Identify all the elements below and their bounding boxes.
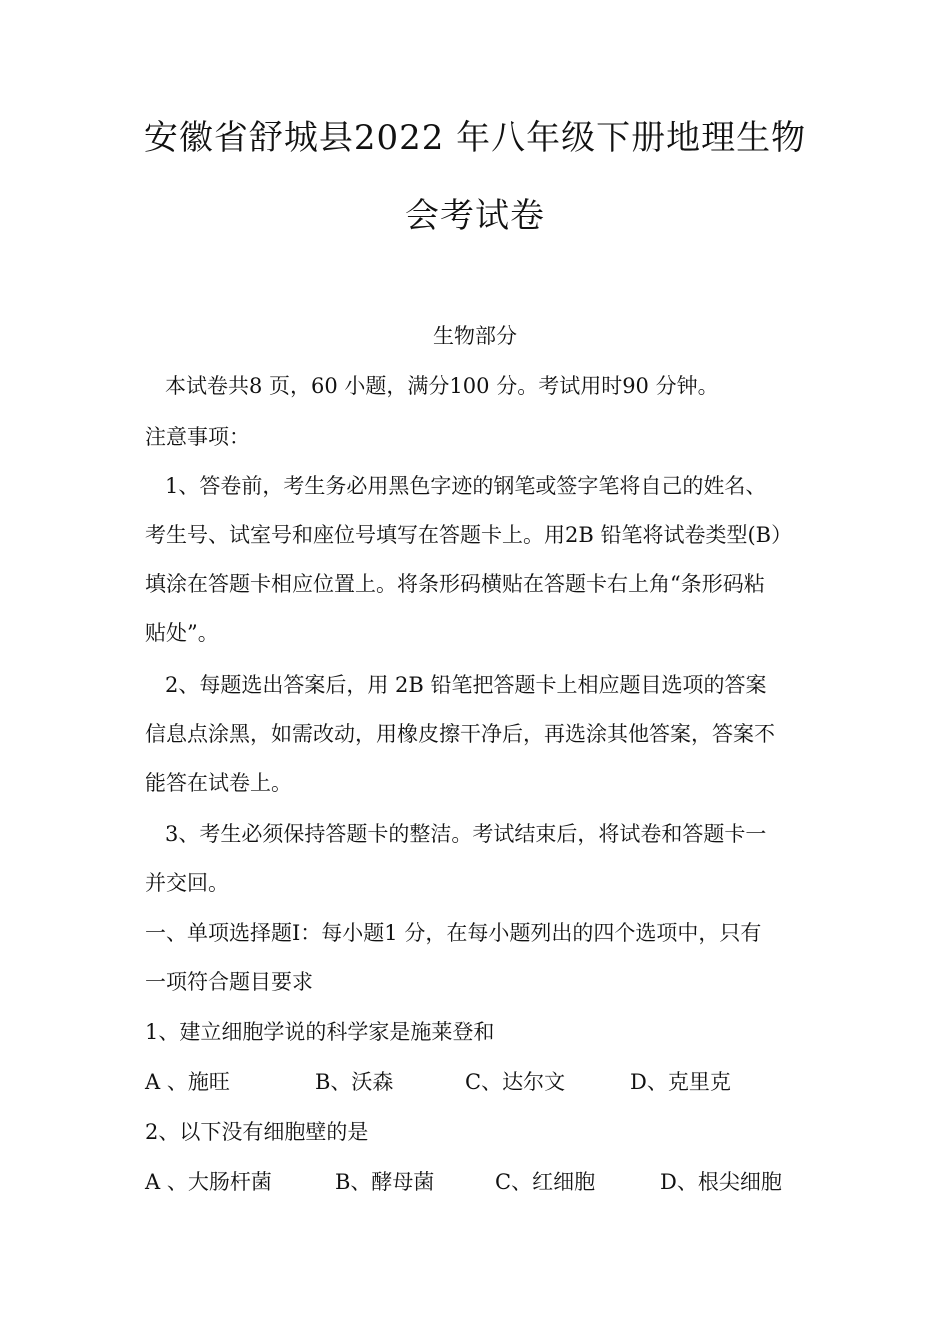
notice-item-1-line-3: 填涂在答题卡相应位置上。将条形码横贴在答题卡右上角“条形码粘 — [145, 572, 765, 596]
notice-item-2-line-1: 2、每题选出答案后，用 2B 铅笔把答题卡上相应题目选项的答案 — [165, 673, 767, 697]
question-2-option-a: A 、大肠杆菌 — [145, 1170, 272, 1194]
part1-heading-line-1: 一、单项选择题Ⅰ：每小题1 分，在每小题列出的四个选项中，只有 — [145, 921, 762, 945]
notice-item-3-line-2: 并交回。 — [145, 871, 229, 895]
section-heading: 生物部分 — [433, 324, 517, 348]
question-2-option-c: C、红细胞 — [495, 1170, 596, 1194]
question-2-option-b: B、酵母菌 — [335, 1170, 435, 1194]
exam-title-line1: 安徽省舒城县2022 年八年级下册地理生物 — [143, 118, 807, 158]
question-1-option-d: D、克里克 — [630, 1070, 731, 1094]
question-1-option-c: C、达尔文 — [465, 1070, 566, 1094]
notice-item-2-line-2: 信息点涂黑，如需改动，用橡皮擦干净后，再选涂其他答案，答案不 — [145, 722, 775, 746]
notice-item-2-line-3: 能答在试卷上。 — [145, 771, 292, 795]
exam-title-line2: 会考试卷 — [405, 196, 545, 236]
notice-item-1-line-2: 考生号、试室号和座位号填写在答题卡上。用2B 铅笔将试卷类型(B） — [145, 523, 793, 547]
question-1-option-b: B、沃森 — [315, 1070, 394, 1094]
question-2-option-d: D、根尖细胞 — [660, 1170, 782, 1194]
notice-heading: 注意事项： — [145, 425, 250, 449]
question-2-stem: 2、以下没有细胞壁的是 — [145, 1120, 369, 1144]
question-1-option-a: A 、施旺 — [145, 1070, 230, 1094]
question-1-stem: 1、建立细胞学说的科学家是施莱登和 — [145, 1020, 495, 1044]
notice-item-1-line-1: 1、答卷前，考生务必用黑色字迹的钢笔或签字笔将自己的姓名、 — [165, 474, 767, 498]
notice-item-3-line-1: 3、考生必须保持答题卡的整洁。考试结束后，将试卷和答题卡一 — [165, 822, 767, 846]
exam-intro: 本试卷共8 页，60 小题，满分100 分。考试用时90 分钟。 — [165, 374, 719, 398]
notice-item-1-line-4: 贴处”。 — [145, 621, 219, 645]
part1-heading-line-2: 一项符合题目要求 — [145, 970, 313, 994]
